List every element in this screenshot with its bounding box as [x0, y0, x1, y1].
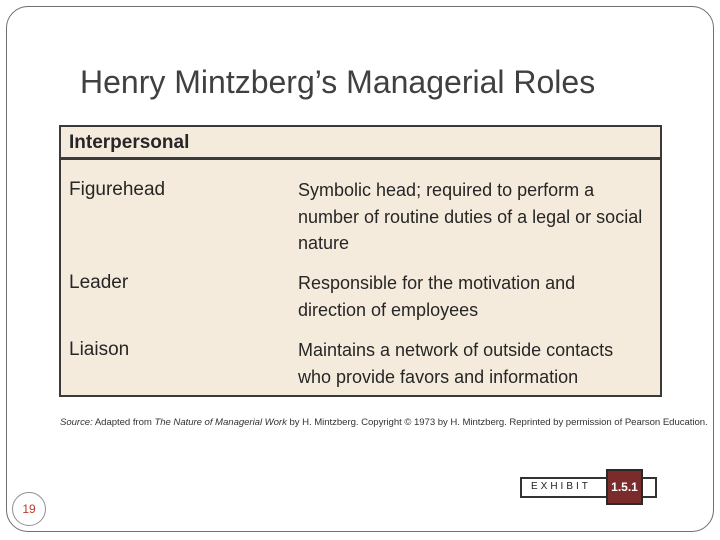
- roles-table: [59, 125, 662, 397]
- role-name-leader: Leader: [69, 272, 129, 293]
- role-description-liaison: Maintains a network of outside contacts who provide favors and information: [298, 340, 614, 387]
- source-text-2: by H. Mintzberg. Copyright © 1973 by H. Mintzberg. Reprinted by permission of Pearson Education.: [289, 417, 708, 428]
- role-name-liaison: Liaison: [69, 339, 130, 360]
- page-number-badge: 19: [12, 492, 46, 526]
- section-heading: Interpersonal: [69, 132, 190, 153]
- role-description-leader: Responsible for the motivation and direction of employees: [298, 273, 576, 320]
- source-work-title: The Nature of Managerial Work: [154, 417, 287, 428]
- section-divider: [61, 157, 660, 160]
- source-text-1: Adapted from: [94, 417, 152, 428]
- role-name-figurehead: Figurehead: [69, 179, 166, 200]
- source-label: Source:: [60, 417, 93, 428]
- exhibit-label: EXHIBIT: [531, 481, 591, 492]
- exhibit-number: 1.5.1: [606, 469, 643, 505]
- slide-title: Henry Mintzberg’s Managerial Roles: [80, 64, 596, 100]
- source-note: [60, 417, 708, 428]
- role-description-figurehead: Symbolic head; required to perform a number of routine duties of a legal or social nature: [298, 180, 643, 253]
